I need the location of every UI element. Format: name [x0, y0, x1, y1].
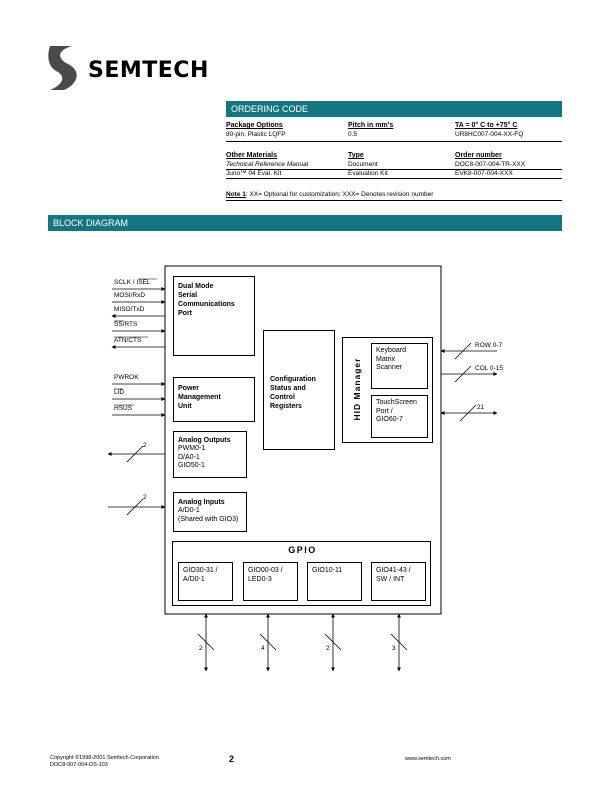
signal-lid: LID	[114, 389, 125, 396]
signal-sclk-isel: SCLK / ISEL	[114, 279, 151, 286]
gpio-port-1: GIO30-31 / A/D0-1	[178, 562, 233, 601]
gpio-port-2: GIO00-03 / LED0-3	[243, 562, 298, 601]
page-number: 2	[229, 754, 235, 764]
serial-comm-block: Dual Mode Serial Communications Port	[173, 276, 255, 356]
note-text: : XX= Optional for customization; XXX= Denotes revision number	[245, 191, 434, 198]
gpio-port-4: GIO41-43 / SW / INT	[371, 562, 426, 601]
copyright: Copyright ©1998-2001 Semtech Corporation	[50, 755, 159, 761]
analog-outputs-block: Analog Outputs PWM0-1 D/A0-1 GIO50-1	[173, 431, 247, 478]
gpio-block	[172, 541, 431, 606]
gpio-title: GPIO	[288, 545, 317, 555]
gpio-port-3: GIO10-11	[307, 562, 362, 601]
other-materials-heading: Other Materials	[226, 152, 277, 159]
signal-ss-rts: SS/RTS	[114, 321, 138, 328]
col-label: COL 0-15	[475, 365, 503, 372]
configuration-registers-block: Configuration Status and Control Registers	[263, 330, 335, 450]
signal-miso-txd: MISO/TxD	[114, 306, 145, 313]
footer-left	[50, 755, 159, 769]
company-name: SEMTECH	[88, 58, 209, 83]
order-code-value: UR8HC007-004-XX-FQ	[455, 131, 524, 138]
package-value: 80-pin, Plastic LQFP	[226, 131, 286, 138]
evalkit-name: Juno™ 04 Eval. Kit	[226, 170, 282, 177]
gpio-bus-width-2: 4	[261, 645, 265, 652]
power-management-block: Power Management Unit	[173, 377, 255, 422]
signal-pwrok: PWROK	[114, 374, 139, 381]
manual-order-number: DOC8-007-004-TR-XXX	[455, 161, 526, 168]
manual-type: Document	[348, 161, 378, 168]
signal-mosi-rxd: MOSI/RxD	[114, 292, 146, 299]
signal-hsus: HSUS	[114, 405, 133, 412]
package-options-heading: Package Options	[226, 122, 283, 129]
evalkit-type: Evaluation Kit	[348, 170, 388, 177]
analog-out-bus-width: 2	[143, 442, 147, 449]
pitch-value: 0.5	[348, 131, 358, 138]
type-heading: Type	[348, 152, 364, 159]
row-label: ROW 0-7	[475, 342, 503, 349]
document-number: DOC8-007-004-DS-103	[50, 762, 108, 768]
website-link[interactable]: www.semtech.com	[405, 756, 451, 762]
note-label: Note 1	[226, 191, 246, 198]
block-diagram-header: BLOCK DIAGRAM	[48, 215, 562, 231]
gpio-bus-width-4: 3	[392, 645, 396, 652]
gpio-bus-width-1: 2	[199, 645, 203, 652]
keyboard-matrix-scanner: Keyboard Matrix Scanner	[371, 343, 428, 389]
touchscreen-port: TouchScreen Port / GIO60-7	[371, 395, 428, 438]
hid-manager-block	[342, 337, 433, 443]
manual-name: Technical Reference Manual	[226, 161, 309, 168]
gpio-bus-width-3: 2	[326, 645, 330, 652]
analog-in-bus-width: 2	[143, 494, 147, 501]
hid-manager-title: HID Manager	[352, 357, 362, 421]
gio-bus-width: 21	[477, 404, 485, 411]
pitch-heading: Pitch in mm's	[348, 122, 394, 129]
temperature-heading: TA = 0° C to +75° C	[455, 122, 518, 129]
order-number-heading: Order number	[455, 152, 502, 159]
ordering-code-header: ORDERING CODE	[226, 101, 562, 117]
evalkit-order-number: EVK8-007-004-XXX	[455, 170, 513, 177]
signal-atn-cts: ATN/CTS	[114, 337, 142, 344]
analog-inputs-block: Analog Inputs A/D0-1 (Shared with GIO3)	[173, 492, 247, 532]
